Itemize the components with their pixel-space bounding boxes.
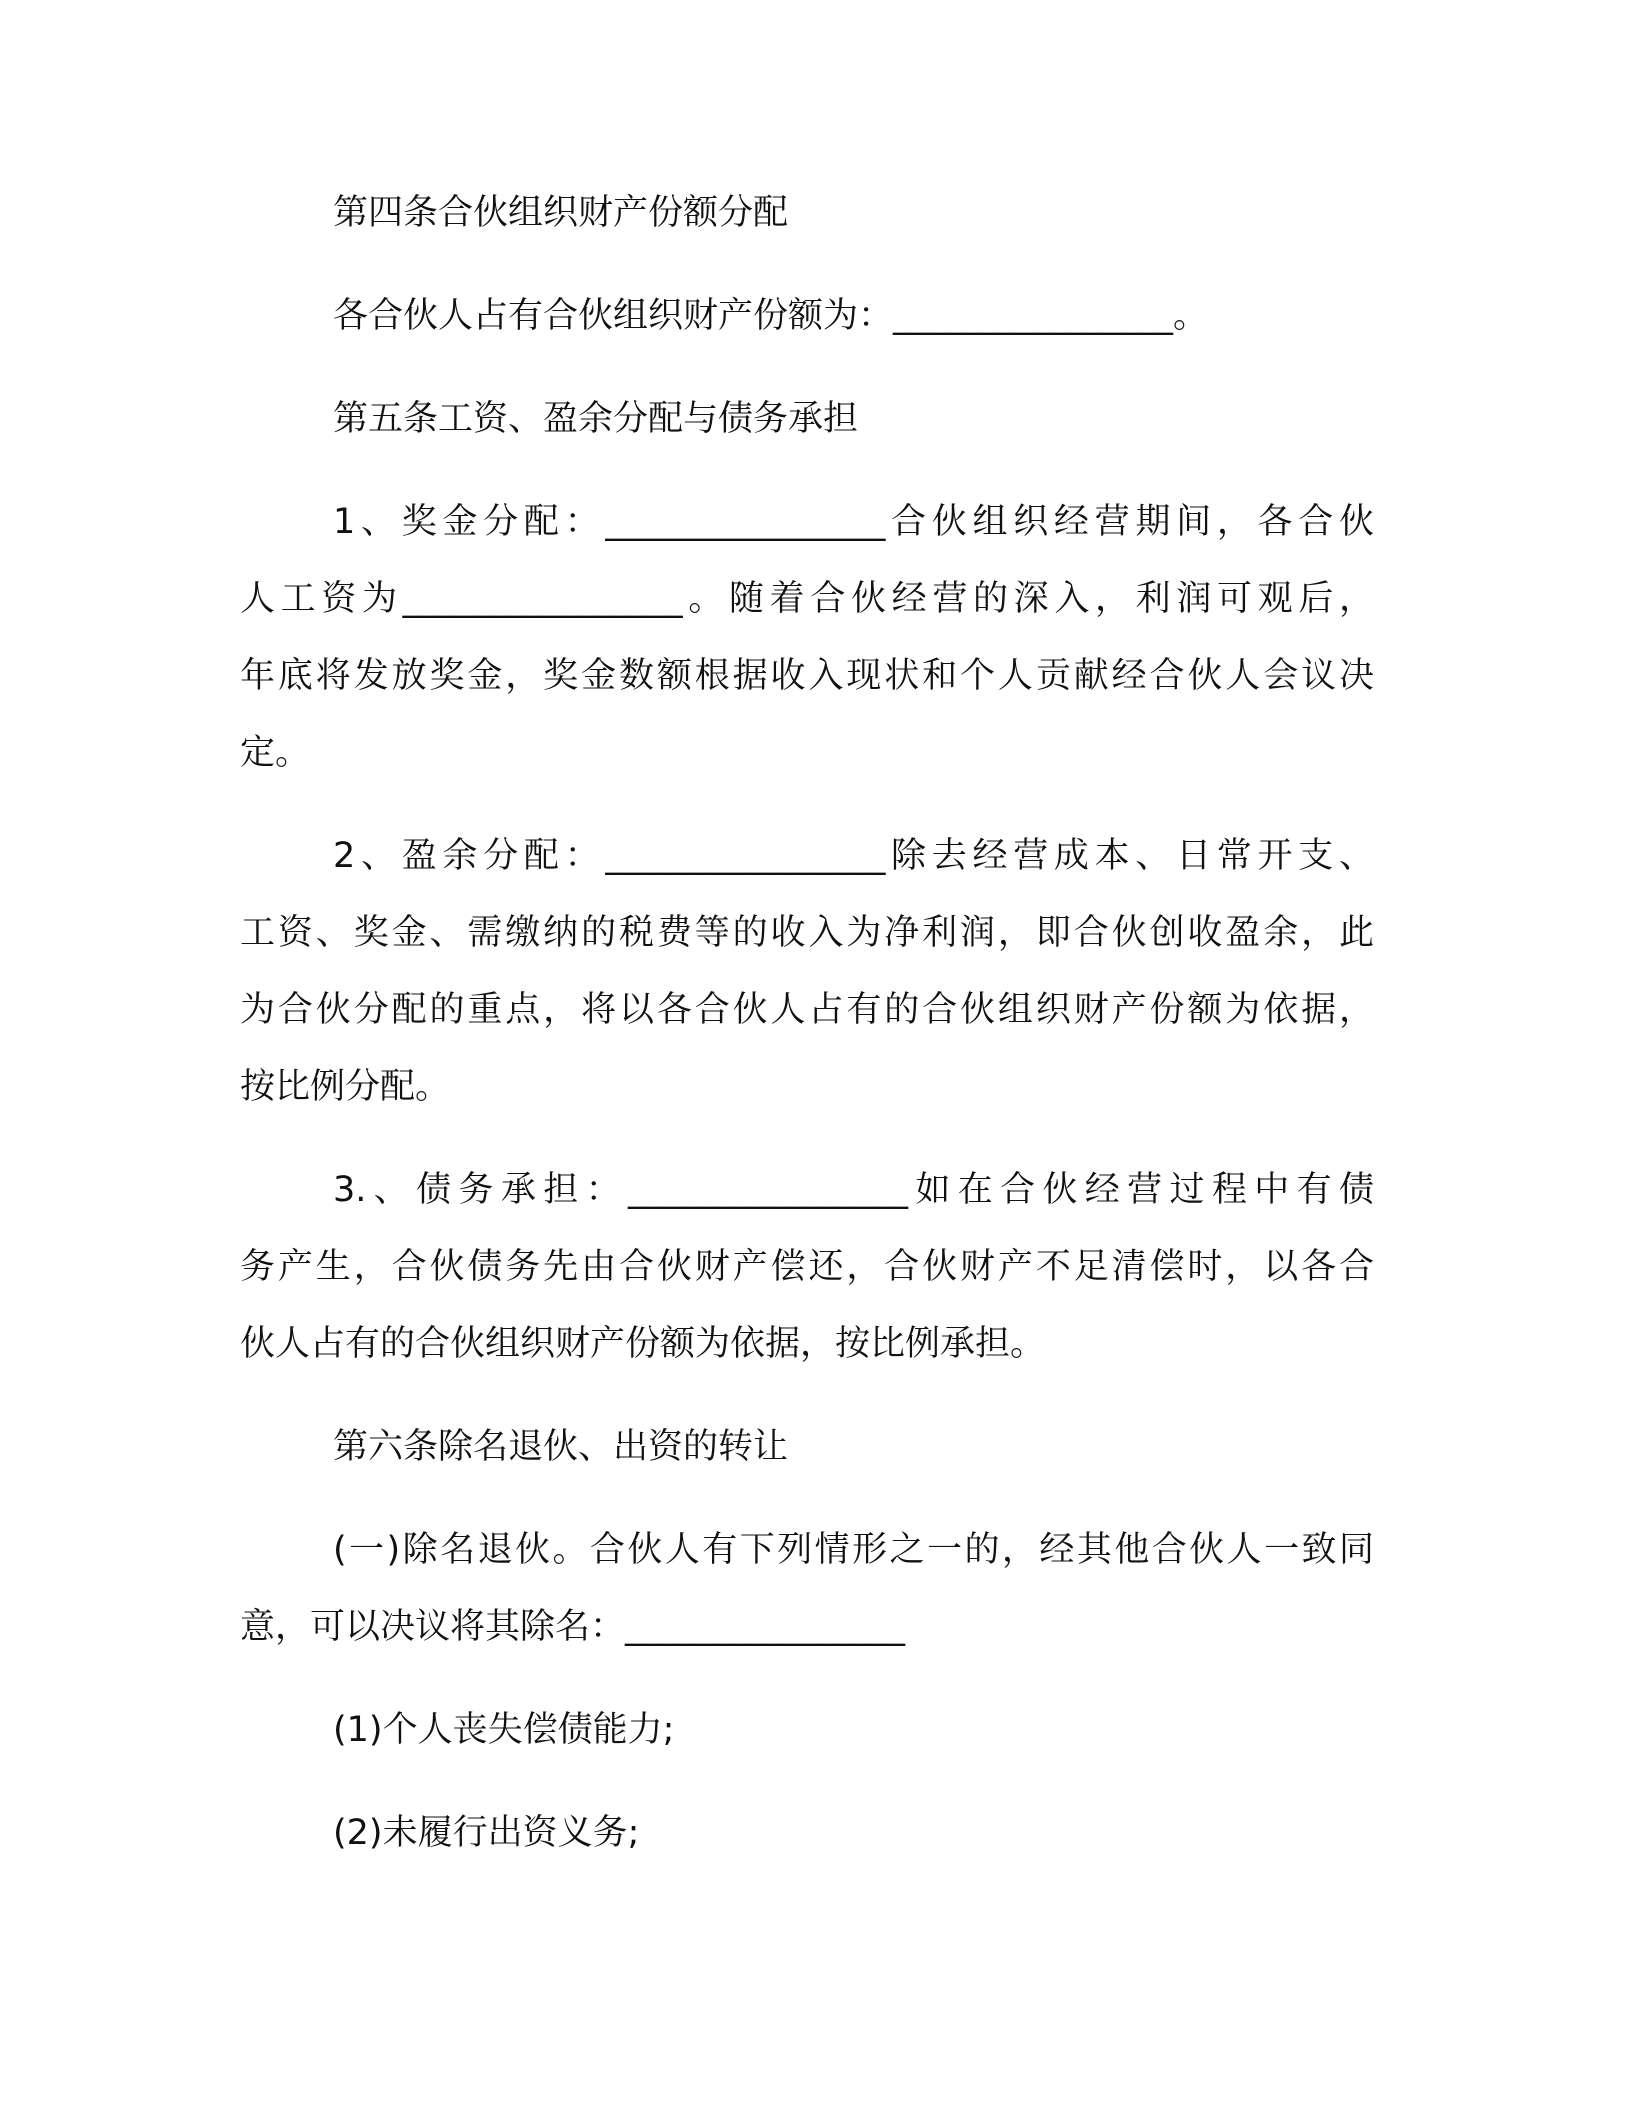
paragraph	[240, 484, 1374, 792]
paragraph	[240, 1152, 1374, 1383]
paragraph	[240, 818, 1374, 1126]
document-body	[240, 175, 1374, 1898]
text-line: 人工资为________________。随着合伙经营的深入，利润可观后，	[240, 579, 1374, 619]
text-line: (一)除名退伙。合伙人有下列情形之一的，经其他合伙人一致同	[333, 1530, 1374, 1570]
text-line: 意，可以决议将其除名：________________	[240, 1607, 906, 1647]
paragraph	[240, 1692, 1374, 1769]
paragraph	[240, 1512, 1374, 1666]
text-line: 3.、债务承担：________________如在合伙经营过程中有债	[333, 1170, 1374, 1210]
paragraph	[240, 278, 1374, 355]
text-line: 各合伙人占有合伙组织财产份额为：________________。	[333, 296, 1209, 336]
text-line: (1)个人丧失偿债能力;	[333, 1710, 675, 1750]
paragraph	[240, 1795, 1374, 1872]
paragraph	[240, 381, 1374, 458]
text-line: 第五条工资、盈余分配与债务承担	[333, 399, 859, 439]
text-line: 年底将发放奖金，奖金数额根据收入现状和个人贡献经合伙人会议决	[240, 656, 1374, 696]
text-line: 第四条合伙组织财产份额分配	[333, 193, 789, 233]
text-line: 工资、奖金、需缴纳的税费等的收入为净利润，即合伙创收盈余，此	[240, 913, 1374, 953]
text-line: (2)未履行出资义务;	[333, 1813, 640, 1853]
text-line: 务产生，合伙债务先由合伙财产偿还，合伙财产不足清偿时，以各合	[240, 1247, 1374, 1287]
paragraph	[240, 175, 1374, 252]
paragraph	[240, 1409, 1374, 1486]
text-line: 2、盈余分配：________________除去经营成本、日常开支、	[333, 836, 1374, 876]
text-line: 伙人占有的合伙组织财产份额为依据，按比例承担。	[240, 1324, 1046, 1364]
text-line: 第六条除名退伙、出资的转让	[333, 1427, 789, 1467]
text-line: 为合伙分配的重点，将以各合伙人占有的合伙组织财产份额为依据，	[240, 990, 1374, 1030]
text-line: 1、奖金分配：________________合伙组织经营期间，各合伙	[333, 502, 1374, 542]
text-line: 按比例分配。	[240, 1067, 451, 1107]
text-line: 定。	[240, 733, 311, 773]
